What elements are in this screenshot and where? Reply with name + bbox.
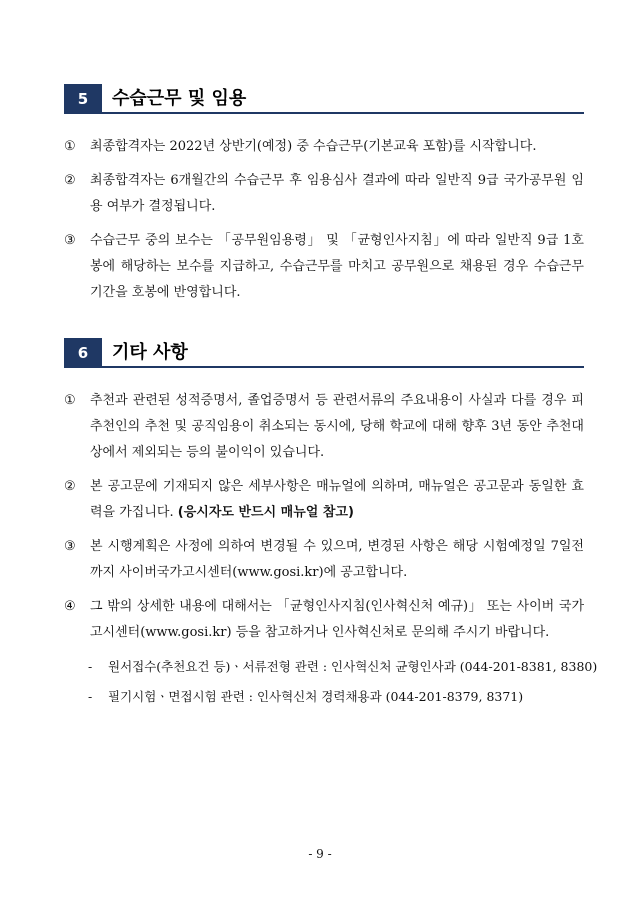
section-header-rule bbox=[64, 112, 584, 114]
list-item bbox=[64, 594, 584, 646]
list-item bbox=[64, 474, 584, 526]
list-item bbox=[64, 534, 584, 586]
section-6-header bbox=[64, 338, 584, 368]
section-title: 기타 사항 bbox=[112, 342, 188, 363]
section-5 bbox=[64, 84, 584, 314]
section-header-rule bbox=[64, 366, 584, 368]
sub-dash: - bbox=[88, 659, 93, 674]
list-item bbox=[64, 228, 584, 306]
section-5-items bbox=[64, 134, 584, 306]
item-number: ② bbox=[64, 173, 76, 188]
item-text: 추천과 관련된 성적증명서, 졸업증명서 등 관련서류의 주요내용이 사실과 다를 경우 피추천인의 추천 및 공직임용이 취소되는 동시에, 당해 학교에 대해 향후 3년 동안 추천대상에서 제외되는 등의 불이익이 있습니다. bbox=[90, 393, 584, 460]
item-text: 그 밖의 상세한 내용에 대해서는 「균형인사지침(인사혁신처 예규)」 또는 사이버 국가고시센터(www.gosi.kr) 등을 참고하거나 인사혁신처로 문의해 주시기 바랍니다. bbox=[90, 599, 584, 640]
section-5-header bbox=[64, 84, 584, 114]
sub-dash: - bbox=[88, 689, 93, 704]
contact-text: 필기시험ㆍ면접시험 관련 : 인사혁신처 경력채용과 (044-201-8379, 8371) bbox=[108, 689, 524, 704]
item-number: ① bbox=[64, 139, 76, 154]
item-text: 본 공고문에 기재되지 않은 세부사항은 매뉴얼에 의하며, 매뉴얼은 공고문과 동일한 효력을 가집니다. bbox=[90, 479, 584, 520]
contact-item bbox=[64, 684, 584, 710]
item-emphasis: (응시자도 반드시 매뉴얼 참고) bbox=[177, 505, 354, 520]
section-6 bbox=[64, 338, 598, 710]
item-text: 최종합격자는 2022년 상반기(예정) 중 수습근무(기본교육 포함)를 시작합니다. bbox=[90, 139, 537, 154]
item-text: 본 시행계획은 사정에 의하여 변경될 수 있으며, 변경된 사항은 해당 시험예정일 7일전까지 사이버국가고시센터(www.gosi.kr)에 공고합니다. bbox=[90, 539, 584, 580]
section-title: 수습근무 및 임용 bbox=[112, 88, 247, 109]
section-6-items bbox=[64, 388, 584, 646]
item-text: 최종합격자는 6개월간의 수습근무 후 임용심사 결과에 따라 일반직 9급 국가공무원 임용 여부가 결정됩니다. bbox=[90, 173, 584, 214]
contact-item bbox=[64, 654, 598, 680]
item-number: ③ bbox=[64, 539, 76, 554]
list-item bbox=[64, 134, 584, 160]
contact-text: 원서접수(추천요건 등)ㆍ서류전형 관련 : 인사혁신처 균형인사과 (044-201-8381, 8380) bbox=[108, 659, 598, 674]
page-number: - 9 - bbox=[308, 847, 332, 861]
item-number: ③ bbox=[64, 233, 76, 248]
list-item bbox=[64, 388, 584, 466]
list-item bbox=[64, 168, 584, 220]
contact-list bbox=[64, 654, 598, 710]
section-number-box: 5 bbox=[64, 84, 102, 114]
item-number: ① bbox=[64, 393, 76, 408]
item-number: ④ bbox=[64, 599, 76, 614]
item-text: 수습근무 중의 보수는 「공무원임용령」 및 「균형인사지침」에 따라 일반직 9급 1호봉에 해당하는 보수를 지급하고, 수습근무를 마치고 공무원으로 채용된 경우 수습근무 기간을 호봉에 반영합니다. bbox=[90, 233, 584, 300]
section-number-box: 6 bbox=[64, 338, 102, 368]
item-number: ② bbox=[64, 479, 76, 494]
